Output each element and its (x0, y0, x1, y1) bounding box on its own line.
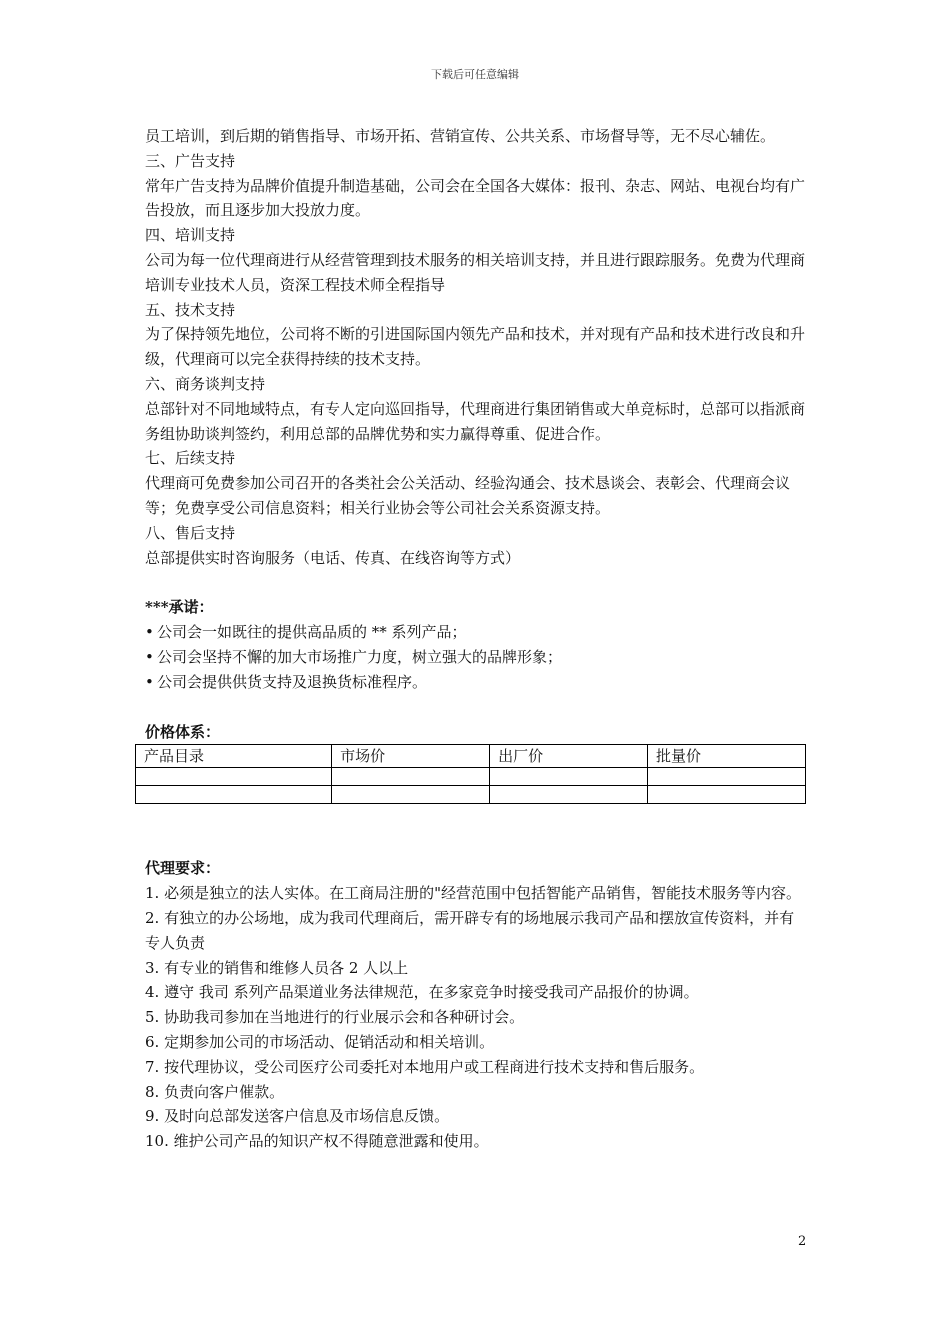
requirement-item: 10. 维护公司产品的知识产权不得随意泄露和使用。 (145, 1132, 489, 1151)
section-heading: 六、商务谈判支持 (145, 374, 266, 393)
table-cell (490, 768, 648, 786)
table-cell (136, 768, 332, 786)
requirements-title: 代理要求： (145, 859, 221, 878)
table-cell (648, 786, 806, 804)
table-cell (490, 786, 648, 804)
table-header-cell: 产品目录 (136, 745, 332, 768)
section-heading: 三、广告支持 (145, 151, 236, 170)
section-heading: 七、后续支持 (145, 449, 236, 468)
table-cell (332, 768, 490, 786)
promise-item: • 公司会提供供货支持及退换货标准程序。 (145, 670, 807, 695)
price-table (135, 744, 806, 804)
section-heading: 四、培训支持 (145, 226, 236, 245)
table-row (136, 786, 806, 804)
section-heading: 八、售后支持 (145, 523, 236, 542)
page-number: 2 (798, 1234, 807, 1249)
requirement-item: 7. 按代理协议，受公司医疗公司委托对本地用户或工程商进行技术支持和售后服务。 (145, 1057, 705, 1076)
promise-title: ***承诺： (145, 598, 214, 617)
paragraph: 为了保持领先地位，公司将不断的引进国际国内领先产品和技术，并对现有产品和技术进行改良和升级，代理商可以完全获得持续的技术支持。 (145, 325, 806, 369)
requirement-item: 5. 协助我司参加在当地进行的行业展示会和各种研讨会。 (145, 1008, 525, 1027)
promise-item: • 公司会坚持不懈的加大市场推广力度，树立强大的品牌形象； (145, 645, 807, 670)
document-body (145, 124, 807, 1154)
section-heading: 五、技术支持 (145, 300, 236, 319)
table-header-cell: 市场价 (332, 745, 490, 768)
bullet-icon: • (145, 672, 154, 691)
table-header-cell: 批量价 (648, 745, 806, 768)
price-title: 价格体系： (145, 722, 221, 741)
requirement-item: 4. 遵守 我司 系列产品渠道业务法律规范，在多家竞争时接受我司产品报价的协调。 (145, 983, 699, 1002)
paragraph: 员工培训，到后期的销售指导、市场开拓、营销宣传、公共关系、市场督导等，无不尽心辅佐。 (145, 127, 776, 145)
paragraph: 公司为每一位代理商进行从经营管理到技术服务的相关培训支持，并且进行跟踪服务。免费为代理商培训专业技术人员，资深工程技术师全程指导 (145, 250, 806, 294)
requirement-item: 9. 及时向总部发送客户信息及市场信息反馈。 (145, 1107, 450, 1126)
requirement-item: 2. 有独立的办公场地，成为我司代理商后，需开辟专有的场地展示我司产品和摆放宣传资料，并有专人负责 (145, 908, 795, 952)
paragraph: 代理商可免费参加公司召开的各类社会公关活动、经验沟通会、技术恳谈会、表彰会、代理商会议等；免费享受公司信息资料；相关行业协会等公司社会关系资源支持。 (145, 474, 791, 517)
requirement-item: 3. 有专业的销售和维修人员各 2 人以上 (145, 958, 409, 977)
bullet-icon: • (145, 623, 154, 642)
requirement-item: 6. 定期参加公司的市场活动、促销活动和相关培训。 (145, 1032, 495, 1051)
paragraph: 总部提供实时咨询服务（电话、传真、在线咨询等方式） (145, 548, 521, 567)
promise-item: • 公司会一如既往的提供高品质的 ** 系列产品； (145, 620, 807, 645)
table-row (136, 768, 806, 786)
requirement-item: 1. 必须是独立的法人实体。在工商局注册的"经营范围中包括智能产品销售，智能技术服务等内容。 (145, 884, 801, 903)
page-header: 下载后可任意编辑 (431, 68, 519, 81)
table-header-row (136, 745, 806, 768)
table-cell (648, 768, 806, 786)
table-cell (332, 786, 490, 804)
table-header-cell: 出厂价 (490, 745, 648, 768)
paragraph: 总部针对不同地域特点，有专人定向巡回指导，代理商进行集团销售或大单竞标时，总部可以指派商务组协助谈判签约，利用总部的品牌优势和实力赢得尊重、促进合作。 (145, 399, 806, 443)
paragraph: 常年广告支持为品牌价值提升制造基础，公司会在全国各大媒体：报刊、杂志、网站、电视台均有广告投放，而且逐步加大投放力度。 (145, 176, 806, 220)
table-cell (136, 786, 332, 804)
requirement-item: 8. 负责向客户催款。 (145, 1082, 285, 1101)
bullet-icon: • (145, 647, 154, 666)
